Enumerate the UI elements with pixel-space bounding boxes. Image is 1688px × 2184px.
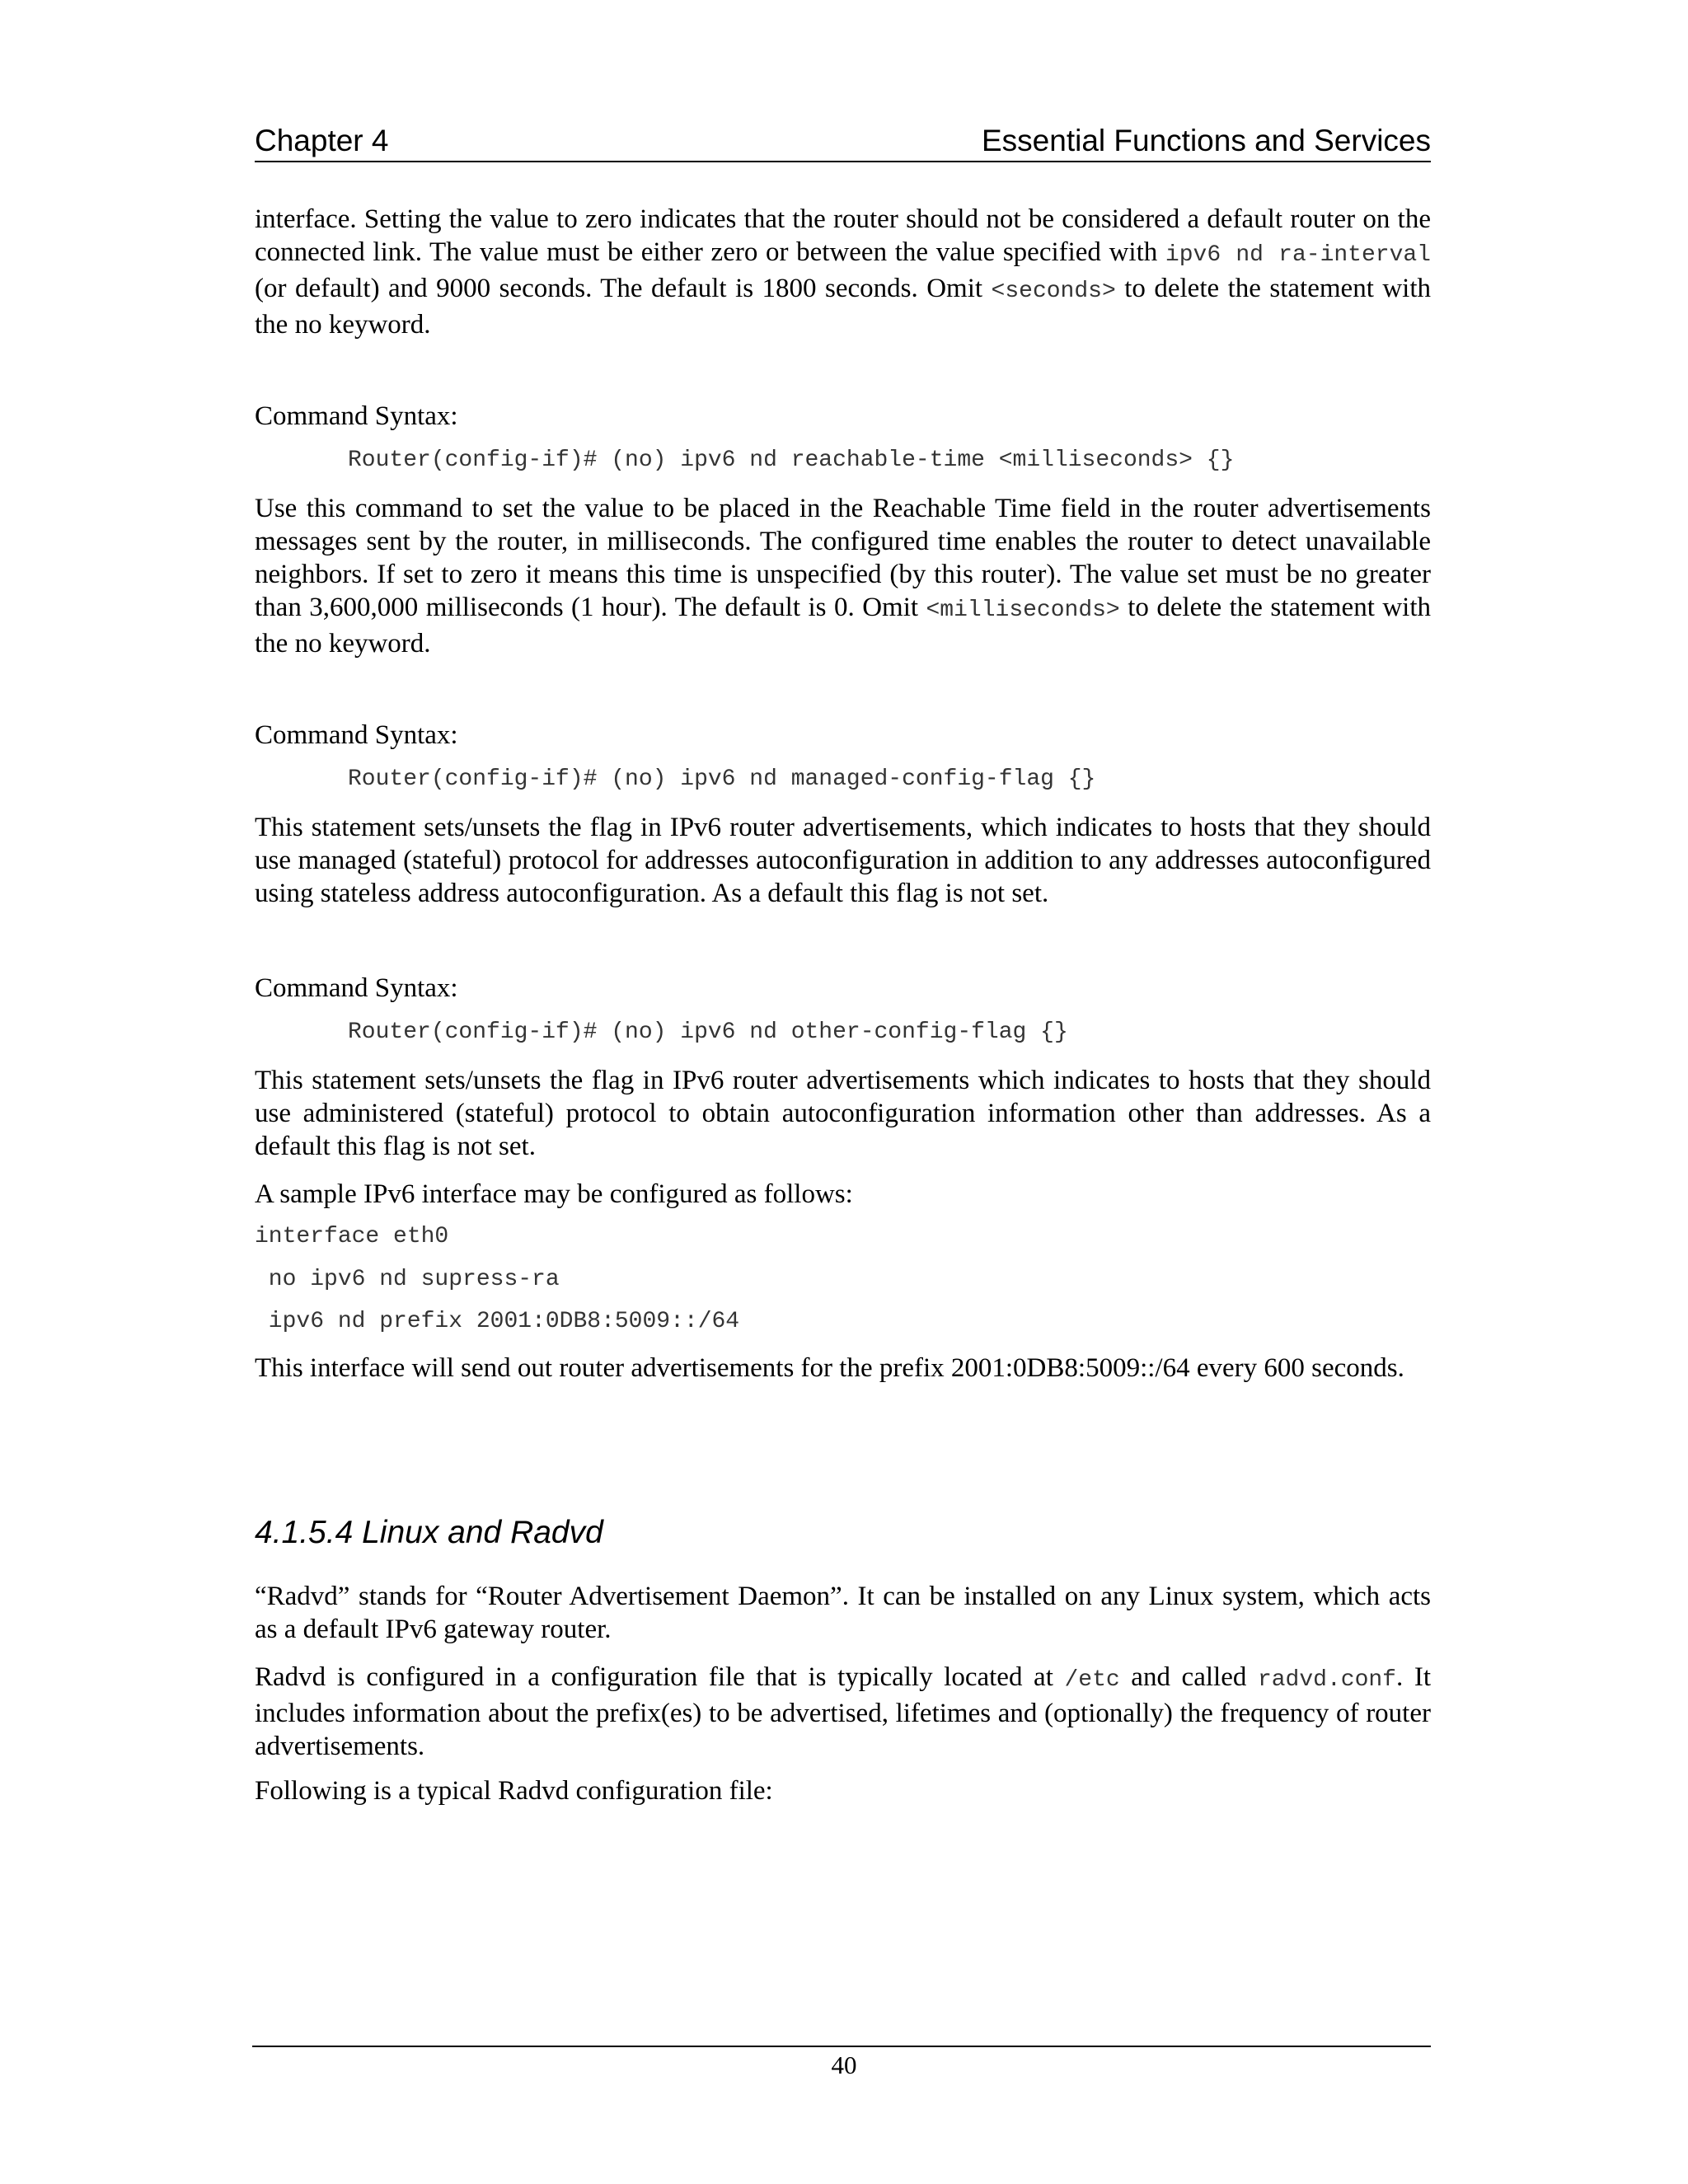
paragraph-other-config-flag: This statement sets/unsets the flag in IPv6 router advertisements which indicates to hosts that they should use administered (stateful) protocol to obtain autoconfiguration information other than addresses. As a default this flag is not set. (255, 1066, 1431, 1161)
command-syntax-code: Router(config-if)# (no) ipv6 nd managed-config-flag {} (348, 766, 1096, 792)
inline-code: <milliseconds> (926, 598, 1120, 623)
section-heading: 4.1.5.4 Linux and Radvd (255, 1515, 603, 1550)
header-chapter: Chapter 4 (255, 124, 389, 157)
command-syntax-label: Command Syntax: (255, 973, 458, 1003)
paragraph-radvd-intro: “Radvd” stands for “Router Advertisement Daemon”. It can be installed on any Linux system, which acts as a default IPv6 gateway router. (255, 1582, 1431, 1644)
text: . It includes information about the prefix(es) to be advertised, lifetimes and (optionally) the frequency of router advertisements. (255, 1662, 1431, 1761)
code-line: ipv6 nd prefix 2001:0DB8:5009::/64 (255, 1309, 740, 1334)
paragraph-sample-intro: A sample IPv6 interface may be configured as follows: (255, 1179, 853, 1209)
inline-code: <seconds> (991, 279, 1116, 304)
header-title: Essential Functions and Services (982, 124, 1431, 157)
paragraph-default-lifetime (255, 203, 1431, 341)
text: to delete the statement with the no keyword. (255, 274, 1431, 340)
command-syntax-label: Command Syntax: (255, 401, 458, 431)
paragraph-radvd-following: Following is a typical Radvd configuration file: (255, 1776, 773, 1806)
paragraph-radvd-config (255, 1661, 1431, 1763)
inline-code: ipv6 nd ra-interval (1165, 242, 1431, 268)
text: to delete the statement with the no keyword. (255, 593, 1431, 658)
command-syntax-code: Router(config-if)# (no) ipv6 nd reachable-time <milliseconds> {} (348, 448, 1235, 473)
text: Radvd is configured in a configuration file that is typically located at (255, 1662, 1065, 1692)
paragraph-reachable-time (255, 492, 1431, 660)
paragraph-sample-outro: This interface will send out router advertisements for the prefix 2001:0DB8:5009::/64 every 600 seconds. (255, 1353, 1404, 1383)
inline-code: /etc (1064, 1667, 1120, 1693)
page-number: 40 (831, 2050, 857, 2079)
code-line: no ipv6 nd supress-ra (255, 1267, 560, 1292)
inline-code: radvd.conf (1257, 1667, 1396, 1693)
code-line: interface eth0 (255, 1224, 449, 1249)
text: interface. Setting the value to zero indicates that the router should not be considered a default router on the connected link. The value must be either zero or between the value specified with (255, 204, 1431, 267)
text: (or default) and 9000 seconds. The default is 1800 seconds. Omit (255, 274, 992, 303)
paragraph-managed-config-flag: This statement sets/unsets the flag in IPv6 router advertisements, which indicates to hosts that they should use managed (stateful) protocol for addresses autoconfiguration in addition to any addresses autoconfigured using stateless address autoconfiguration. As a default this flag is not set. (255, 813, 1431, 908)
footer-rule (252, 2046, 1431, 2047)
command-syntax-code: Router(config-if)# (no) ipv6 nd other-config-flag {} (348, 1019, 1068, 1045)
page-header (255, 124, 1431, 162)
command-syntax-label: Command Syntax: (255, 720, 458, 750)
text: and called (1119, 1662, 1258, 1692)
text: Use this command to set the value to be placed in the Reachable Time field in the router advertisements messages sent by the router, in milliseconds. The configured time enables the router to detect unavailable neighbors. If set to zero it means this time is unspecified (by this router). The value set must be no greater than 3,600,000 milliseconds (1 hour). The default is 0. Omit (255, 494, 1431, 622)
